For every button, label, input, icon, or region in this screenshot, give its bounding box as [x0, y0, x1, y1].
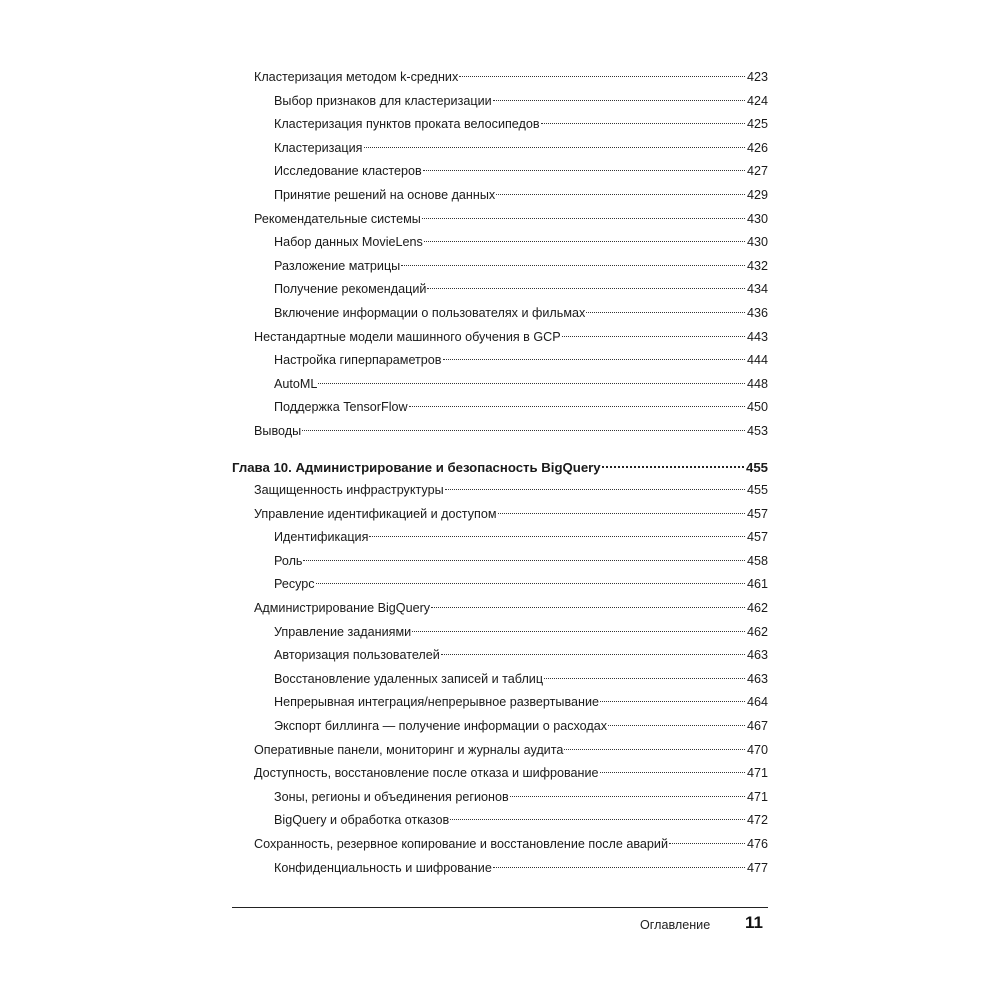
toc-dot-leader — [427, 288, 745, 289]
toc-entry-page: 455 — [746, 483, 768, 498]
toc-entry-title: Кластеризация методом k-средних — [254, 70, 459, 84]
toc-entry-page: 444 — [746, 353, 768, 368]
toc-entry-title: Восстановление удаленных записей и таблиц — [274, 671, 544, 686]
toc-entry-title: Экспорт биллинга — получение информации о расходах — [274, 719, 608, 734]
toc-dot-leader — [541, 123, 745, 124]
toc-entry — [232, 691, 768, 715]
toc-entry-page: 470 — [746, 742, 768, 757]
toc-dot-leader — [510, 796, 745, 797]
toc-entry-title: Управление идентификацией и доступом — [254, 506, 497, 521]
toc-entry-page: 461 — [746, 577, 768, 592]
toc-dot-leader — [496, 194, 745, 195]
toc-entry — [232, 302, 768, 326]
toc-entry — [232, 644, 768, 668]
toc-dot-leader — [544, 678, 745, 679]
toc-entry — [232, 373, 768, 397]
footer-section-label: Оглавление — [640, 918, 711, 932]
toc-entry-title: Глава 10. Администрирование и безопасность BigQuery — [232, 459, 601, 475]
toc-entry — [232, 326, 768, 350]
toc-entry — [232, 526, 768, 550]
toc-entry-title: Защищенность инфраструктуры — [254, 483, 444, 498]
toc-entry-page: 423 — [746, 70, 768, 84]
toc-entry-page: 463 — [746, 671, 768, 686]
toc-entry-title: Администрирование BigQuery — [254, 601, 431, 616]
toc-entry-page: 463 — [746, 648, 768, 663]
toc-entry-title: Зоны, регионы и объединения регионов — [274, 789, 509, 804]
toc-entry-title: Доступность, восстановление после отказа и шифрование — [254, 766, 599, 781]
toc-dot-leader — [493, 867, 745, 868]
toc-entry-title: Набор данных MovieLens — [274, 235, 423, 250]
toc-dot-leader — [600, 701, 745, 702]
toc-entry-title: Разложение матрицы — [274, 258, 401, 273]
toc-dot-leader — [450, 819, 745, 820]
toc-entry-title: Рекомендательные системы — [254, 211, 421, 226]
toc-dot-leader — [459, 76, 745, 77]
toc-dot-leader — [431, 607, 745, 608]
toc-entry — [232, 231, 768, 255]
toc-entry-page: 476 — [746, 837, 768, 851]
toc-dot-leader — [364, 147, 745, 148]
toc-entry-page: 429 — [746, 187, 768, 202]
toc-entry — [232, 349, 768, 373]
toc-entry — [232, 479, 768, 503]
toc-entry-page: 425 — [746, 117, 768, 132]
toc-entry-page: 458 — [746, 553, 768, 568]
toc-entry-page: 430 — [746, 211, 768, 226]
toc-entry-page: 467 — [746, 719, 768, 734]
toc-entry-title: Выводы — [254, 423, 302, 438]
footer-page-number: 11 — [745, 913, 763, 932]
toc-entry-title: BigQuery и обработка отказов — [274, 813, 450, 828]
toc-entry — [232, 255, 768, 279]
toc-entry — [232, 208, 768, 232]
toc-entry — [232, 278, 768, 302]
toc-entry — [232, 113, 768, 137]
toc-entry-title: Сохранность, резервное копирование и восстановление после аварий — [254, 837, 669, 851]
toc-dot-leader — [422, 218, 745, 219]
toc-entry-title: Выбор признаков для кластеризации — [274, 93, 492, 108]
toc-entry — [232, 739, 768, 763]
toc-entry-page: 450 — [746, 400, 768, 415]
toc-dot-leader — [409, 406, 745, 407]
toc-dot-leader — [318, 383, 745, 384]
toc-dot-leader — [424, 241, 745, 242]
toc-entry-page: 464 — [746, 695, 768, 710]
toc-chapter-entry — [232, 456, 768, 480]
toc-entry — [232, 66, 768, 90]
toc-entry-page: 462 — [746, 624, 768, 639]
toc-entry — [232, 621, 768, 645]
toc-entry-title: Кластеризация пунктов проката велосипедов — [274, 117, 540, 132]
toc-entry-page: 457 — [746, 506, 768, 521]
toc-entry — [232, 420, 768, 444]
toc-dot-leader — [401, 265, 745, 266]
toc-dot-leader — [445, 489, 745, 490]
toc-dot-leader — [562, 336, 745, 337]
toc-entry — [232, 597, 768, 621]
toc-entry-page: 477 — [746, 860, 768, 875]
toc-entry-title: Получение рекомендаций — [274, 282, 427, 297]
toc-entry-title: Принятие решений на основе данных — [274, 187, 496, 202]
toc-dot-leader — [600, 772, 745, 773]
toc-entry-title: Ресурс — [274, 577, 315, 592]
toc-entry — [232, 184, 768, 208]
toc-entry-page: 472 — [746, 813, 768, 828]
toc-entry — [232, 857, 768, 881]
toc-entry-title: Поддержка TensorFlow — [274, 400, 408, 415]
toc-entry — [232, 762, 768, 786]
toc-entry-title: Управление заданиями — [274, 624, 412, 639]
toc-entry-title: Конфиденциальность и шифрование — [274, 860, 492, 875]
toc-entry-title: Включение информации о пользователях и фильмах — [274, 305, 586, 320]
toc-entry-title: Исследование кластеров — [274, 164, 422, 179]
toc-dot-leader — [564, 749, 745, 750]
toc-entry-page: 455 — [745, 459, 768, 475]
toc-entry-page: 430 — [746, 235, 768, 250]
toc-dot-leader — [602, 466, 744, 468]
toc-entry-page: 457 — [746, 530, 768, 545]
toc-entry-page: 426 — [746, 140, 768, 155]
toc-entry-title: Идентификация — [274, 530, 369, 545]
toc-entry-page: 432 — [746, 258, 768, 273]
toc-entry — [232, 715, 768, 739]
toc-dot-leader — [443, 359, 745, 360]
toc-dot-leader — [586, 312, 745, 313]
toc-entry — [232, 573, 768, 597]
toc-dot-leader — [303, 560, 745, 561]
toc-entry-page: 448 — [746, 376, 768, 391]
toc-entry — [232, 809, 768, 833]
toc-dot-leader — [302, 430, 745, 431]
table-of-contents — [232, 66, 768, 880]
toc-entry — [232, 90, 768, 114]
toc-entry-page: 471 — [746, 789, 768, 804]
toc-entry — [232, 137, 768, 161]
toc-entry — [232, 668, 768, 692]
toc-dot-leader — [369, 536, 745, 537]
footer-divider — [232, 907, 768, 908]
toc-entry-title: Авторизация пользователей — [274, 648, 440, 663]
toc-entry — [232, 396, 768, 420]
toc-dot-leader — [316, 583, 745, 584]
toc-dot-leader — [608, 725, 745, 726]
toc-entry-title: AutoML — [274, 376, 318, 391]
toc-dot-leader — [412, 631, 745, 632]
toc-entry-page: 427 — [746, 164, 768, 179]
toc-dot-leader — [423, 170, 745, 171]
toc-entry-title: Непрерывная интеграция/непрерывное развертывание — [274, 695, 600, 710]
toc-entry — [232, 786, 768, 810]
toc-entry-page: 434 — [746, 282, 768, 297]
toc-entry-page: 424 — [746, 93, 768, 108]
toc-entry-page: 453 — [746, 423, 768, 438]
toc-dot-leader — [441, 654, 745, 655]
toc-entry-title: Оперативные панели, мониторинг и журналы аудита — [254, 742, 564, 757]
toc-dot-leader — [669, 843, 745, 844]
toc-entry-title: Роль — [274, 553, 303, 568]
toc-entry-title: Нестандартные модели машинного обучения в GCP — [254, 329, 561, 344]
toc-entry — [232, 503, 768, 527]
toc-entry-page: 462 — [746, 601, 768, 616]
toc-entry-page: 471 — [746, 766, 768, 781]
toc-entry-page: 443 — [746, 329, 768, 344]
toc-entry — [232, 550, 768, 574]
toc-entry-title: Кластеризация — [274, 140, 363, 155]
toc-entry — [232, 833, 768, 857]
toc-entry — [232, 160, 768, 184]
toc-dot-leader — [498, 513, 745, 514]
toc-entry-page: 436 — [746, 305, 768, 320]
toc-entry-title: Настройка гиперпараметров — [274, 353, 442, 368]
toc-dot-leader — [493, 100, 745, 101]
